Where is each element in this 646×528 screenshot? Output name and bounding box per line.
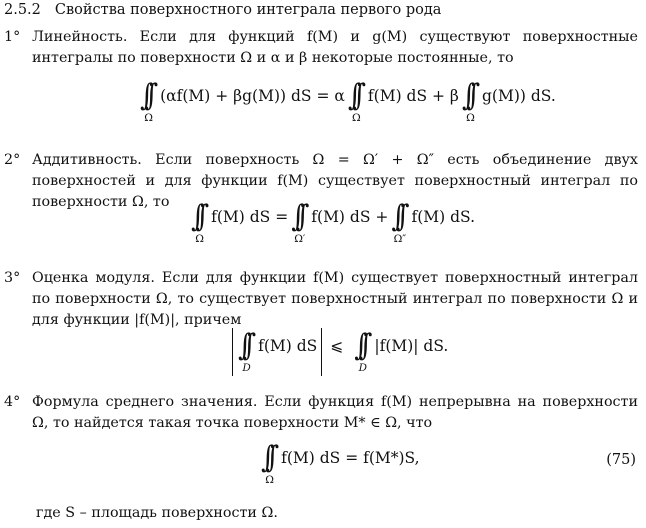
double-integral: ∫∫ Ω′ [291, 199, 306, 245]
equation-number: (75) [606, 452, 636, 468]
double-integral: ∫∫ D [238, 328, 251, 374]
section-title: Свойства поверхностного интеграла первого рода [54, 2, 442, 18]
double-integral: ∫∫ Ω [140, 78, 153, 124]
item-text: Оценка модуля. Если для функции f(M) существует поверхностный интеграл по поверхности Ω, то существует поверхностный интеграл по поверхности Ω и для функции |f(M)|, причем [32, 270, 638, 328]
integrand: f(M) dS = [211, 208, 289, 226]
property-modulus-estimate [4, 268, 638, 331]
double-integral: ∫∫ D [354, 328, 368, 374]
integrand: |f(M)| dS. [374, 337, 449, 355]
double-integral: ∫∫ Ω [347, 78, 361, 124]
integrand: f(M) dS [258, 337, 318, 355]
double-integral: ∫∫ Ω [261, 440, 274, 486]
property-linearity [4, 27, 638, 69]
formula-mean-value [258, 440, 420, 486]
property-mean-value [4, 392, 638, 434]
integrand: f(M) dS + β [367, 87, 459, 105]
item-marker: 2° [4, 152, 21, 168]
double-integral: ∫∫ Ω [191, 199, 204, 245]
integrand: f(M) dS = f(M*)S, [281, 449, 420, 467]
formula-modulus-estimate [232, 328, 449, 376]
item-text: Линейность. Если для функций f(M) и g(M) существуют поверхностные интегралы по поверхности Ω и α и β некоторые постоянные, то [32, 29, 638, 66]
integrand: (αf(M) + βg(M)) dS = α [160, 87, 345, 105]
formula-additivity [188, 199, 476, 245]
formula-linearity [137, 78, 556, 124]
item-marker: 4° [4, 394, 21, 410]
item-text: Формула среднего значения. Если функция f(M) непрерывна на поверхности Ω, то найдется такая точка поверхности M* ∈ Ω, что [32, 394, 638, 431]
section-heading [4, 2, 441, 18]
area-note: где S – площадь поверхности Ω. [36, 505, 278, 521]
double-integral: ∫∫ Ω [461, 78, 475, 124]
integrand: g(M)) dS. [482, 87, 556, 105]
integrand: f(M) dS. [411, 208, 476, 226]
item-text: Аддитивность. Если поверхность Ω = Ω′ + Ω″ есть объединение двух поверхностей и для функции f(M) существует поверхностный интеграл по поверхности Ω, то [32, 152, 638, 210]
item-marker: 1° [4, 29, 21, 45]
absolute-value-bars [232, 328, 322, 376]
section-number: 2.5.2 [4, 2, 41, 18]
double-integral: ∫∫ Ω″ [391, 199, 407, 245]
item-marker: 3° [4, 270, 21, 286]
less-or-equal-sign: ⩽ [330, 337, 344, 355]
integrand: f(M) dS + [311, 208, 389, 226]
